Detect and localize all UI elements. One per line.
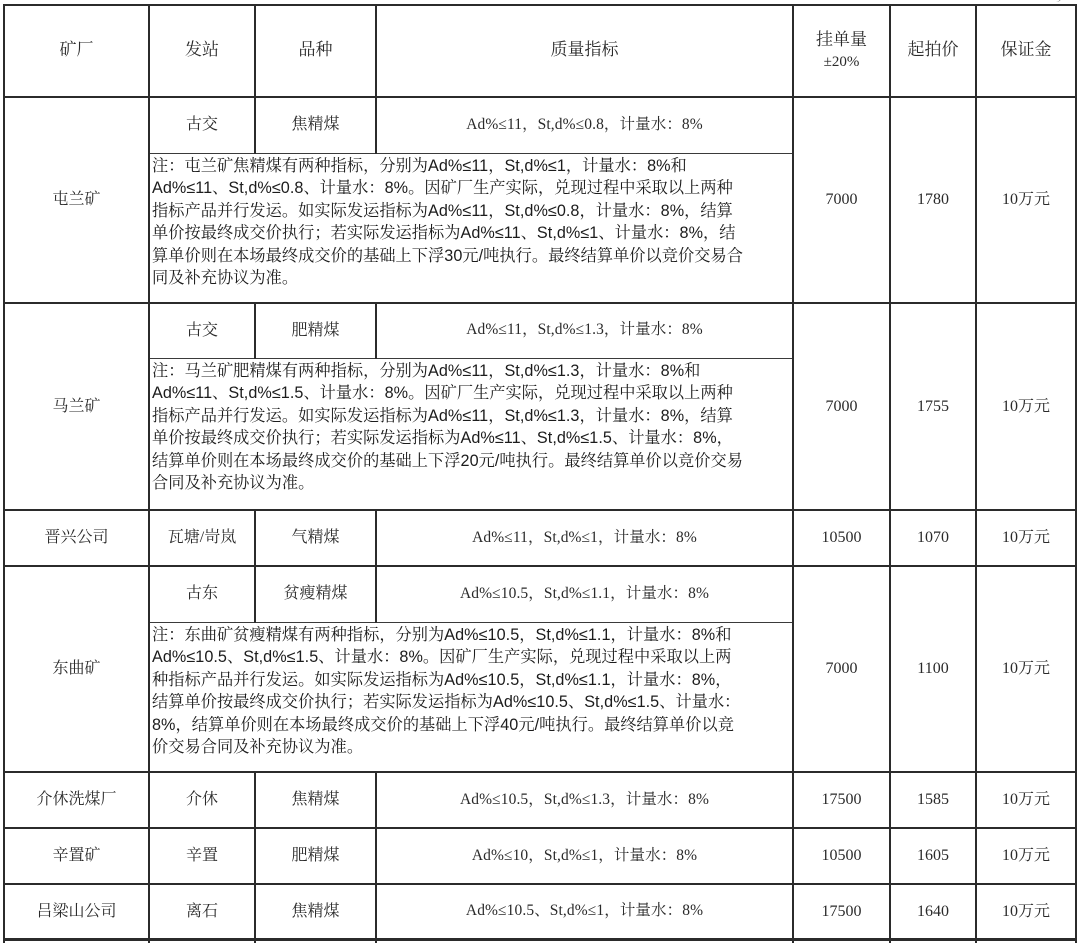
cell-volume: 17500 <box>821 902 862 920</box>
cell-start-price: 1780 <box>917 191 949 209</box>
cell-quality: Ad%≤10.5，St,d%≤1.1，计量水：8% <box>460 584 709 602</box>
header-station: 发站 <box>185 40 219 60</box>
column-divider <box>254 771 256 943</box>
cell-quality: Ad%≤11，St,d%≤0.8，计量水：8% <box>466 115 703 133</box>
cell-volume: 17500 <box>821 791 862 809</box>
cell-quality: Ad%≤10，St,d%≤1，计量水：8% <box>471 846 698 864</box>
header-start-price: 起拍价 <box>907 40 959 60</box>
row-divider <box>4 771 1077 773</box>
note-line: Ad%≤11、St,d%≤0.8、计量水：8%。因矿厂生产实际，兑现过程中采取以上两种 <box>152 179 733 198</box>
cell-variety: 气精煤 <box>291 529 340 547</box>
note-line: Ad%≤10.5、St,d%≤1.5、计量水：8%。因矿厂生产实际，兑现过程中采取以上两 <box>152 648 732 667</box>
cell-mine: 介休洗煤厂 <box>36 791 117 809</box>
column-divider <box>975 4 977 943</box>
cell-quality: Ad%≤11，St,d%≤1.3，计量水：8% <box>466 321 703 339</box>
cell-mine: 屯兰矿 <box>52 191 101 209</box>
row-divider <box>4 938 1077 941</box>
cell-mine: 辛置矿 <box>52 847 101 865</box>
header-volume-label: 挂单量 <box>816 29 867 49</box>
column-divider <box>375 302 377 359</box>
cell-note <box>149 358 793 510</box>
page-corner-mark <box>1053 0 1062 2</box>
note-line: 价交易合同及补充协议为准。 <box>152 738 364 757</box>
header-volume-tolerance: ±20% <box>823 53 860 70</box>
cell-volume: 7000 <box>825 660 858 678</box>
note-line: 注：屯兰矿焦精煤有两种指标，分别为Ad%≤11，St,d%≤1，计量水：8%和 <box>152 157 687 175</box>
cell-start-price: 1100 <box>917 660 949 678</box>
column-divider <box>889 4 891 943</box>
note-line: 指标产品并行发运。如实际发运指标为Ad%≤11，St,d%≤0.8，计量水：8%，结算 <box>152 201 733 220</box>
note-line: 算单价则在本场最终成交价的基础上下浮30元/吨执行。最终结算单价以竞价交易合 <box>152 246 743 265</box>
cell-deposit: 10万元 <box>1001 902 1050 920</box>
column-divider <box>254 4 256 154</box>
note-divider <box>149 358 794 359</box>
row-divider <box>4 883 1077 885</box>
note-line: 种指标产品并行发运。如实际发运指标为Ad%≤10.5，St,d%≤1.1，计量水：8%， <box>152 670 732 689</box>
row-divider <box>4 565 1077 567</box>
column-divider <box>148 4 150 943</box>
row-divider <box>4 302 1077 304</box>
header-variety: 品种 <box>298 40 333 60</box>
note-line: 注：东曲矿贫瘦精煤有两种指标，分别为Ad%≤10.5，St,d%≤1.1，计量水：8%和 <box>152 626 732 644</box>
note-line: 注：马兰矿肥精煤有两种指标，分别为Ad%≤11，St,d%≤1.3，计量水：8%和 <box>152 362 701 380</box>
cell-mine: 晋兴公司 <box>44 529 109 547</box>
cell-quality: Ad%≤11，St,d%≤1，计量水：8% <box>472 528 697 546</box>
cell-variety: 焦精煤 <box>291 902 340 920</box>
column-divider <box>254 509 256 623</box>
cell-note <box>149 153 793 303</box>
cell-variety: 肥精煤 <box>291 321 340 339</box>
row-divider <box>4 827 1077 829</box>
column-divider <box>254 302 256 359</box>
note-line: 合同及补充协议为准。 <box>152 474 315 493</box>
cell-station: 古东 <box>185 585 218 603</box>
header-mine: 矿厂 <box>59 40 94 60</box>
column-divider <box>792 4 794 943</box>
header-volume <box>793 4 890 97</box>
cell-start-price: 1585 <box>917 791 949 809</box>
note-line: Ad%≤11、St,d%≤1.5、计量水：8%。因矿厂生产实际，兑现过程中采取以上两种 <box>152 384 733 403</box>
cell-variety: 焦精煤 <box>291 116 340 134</box>
cell-deposit: 10万元 <box>1001 791 1050 809</box>
cell-station: 古交 <box>185 116 218 134</box>
cell-note <box>149 622 793 772</box>
cell-deposit: 10万元 <box>1001 847 1050 865</box>
cell-deposit: 10万元 <box>1001 660 1050 678</box>
cell-variety: 肥精煤 <box>291 847 340 865</box>
note-line: 8%，结算单价则在本场最终成交价的基础上下浮40元/吨执行。最终结算单价以竞 <box>152 715 734 734</box>
column-divider <box>375 771 377 943</box>
cell-station: 介休 <box>185 791 218 809</box>
cell-start-price: 1755 <box>917 397 949 415</box>
row-divider <box>4 96 1077 98</box>
cell-volume: 10500 <box>821 529 862 547</box>
cell-quality: Ad%≤10.5，St,d%≤1.3，计量水：8% <box>460 790 709 808</box>
note-line: 同及补充协议为准。 <box>152 269 299 288</box>
note-line: 结算单价则在本场最终成交价的基础上下浮20元/吨执行。最终结算单价以竞价交易 <box>152 451 743 470</box>
column-divider <box>375 4 377 154</box>
note-line: 结算单价按最终成交价执行；若实际发运指标为Ad%≤10.5、St,d%≤1.5、计量水： <box>152 693 741 712</box>
cell-station: 离石 <box>185 902 218 920</box>
table-border-left <box>3 4 5 943</box>
cell-variety: 焦精煤 <box>291 791 340 809</box>
cell-mine: 马兰矿 <box>52 397 101 415</box>
cell-deposit: 10万元 <box>1001 397 1050 415</box>
cell-station: 辛置 <box>185 847 218 865</box>
cell-mine: 吕梁山公司 <box>36 902 117 920</box>
cell-start-price: 1070 <box>917 529 949 547</box>
note-divider <box>149 622 794 623</box>
row-divider <box>4 509 1077 511</box>
cell-station: 古交 <box>185 321 218 339</box>
header-deposit: 保证金 <box>1000 40 1052 60</box>
header-quality: 质量指标 <box>550 40 619 60</box>
cell-deposit: 10万元 <box>1001 529 1050 547</box>
cell-station: 瓦塘/岢岚 <box>167 529 237 547</box>
cell-quality: Ad%≤10.5、St,d%≤1，计量水：8% <box>465 902 704 920</box>
cell-start-price: 1605 <box>917 847 949 865</box>
table-border-top <box>4 4 1077 6</box>
note-divider <box>149 153 794 154</box>
cell-volume: 10500 <box>821 847 862 865</box>
column-divider <box>375 509 377 623</box>
table-border-right <box>1075 4 1077 943</box>
cell-mine: 东曲矿 <box>52 660 101 678</box>
cell-start-price: 1640 <box>917 902 949 920</box>
cell-volume: 7000 <box>825 397 858 415</box>
cell-variety: 贫瘦精煤 <box>283 585 348 603</box>
cell-deposit: 10万元 <box>1001 191 1050 209</box>
note-line: 单价按最终成交价执行；若实际发运指标为Ad%≤11、St,d%≤1、计量水：8%，结 <box>152 224 736 243</box>
cell-volume: 7000 <box>825 191 858 209</box>
note-line: 单价按最终成交价执行；若实际发运指标为Ad%≤11、St,d%≤1.5、计量水：8%， <box>152 429 733 448</box>
note-line: 指标产品并行发运。如实际发运指标为Ad%≤11，St,d%≤1.3，计量水：8%，结算 <box>152 406 733 425</box>
